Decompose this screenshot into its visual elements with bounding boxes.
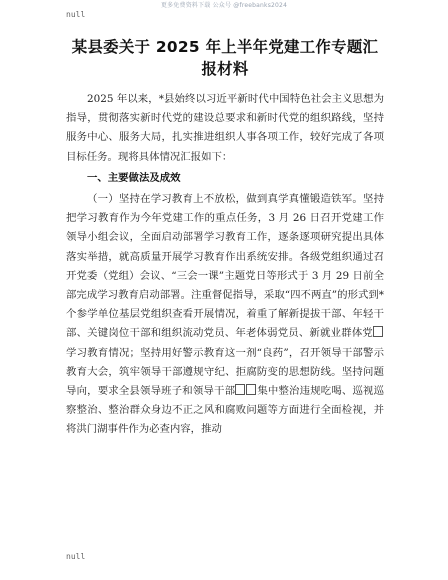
missing-glyph-icon [373, 326, 383, 337]
intro-paragraph: 2025 年以来，*县始终以习近平新时代中国特色社会主义思想为指导，贯彻落实新时代党的建设总要求和新时代党的组织路线，坚持服务中心、服务大局，扎实推进组织人事各项工作，较好完成了各项目标任务。现将具体情况汇报如下： [66, 93, 384, 163]
paragraph-text-b: 学习教育情况；坚持用好警示教育这一剂“良药”，召开领导干部警示教育大会，筑牢领导干部遵规守纪、拒腐防变的思想防线。坚持问题导向，要求全县领导班子和领导干部 [66, 346, 384, 398]
source-watermark: 更多免费资料下载 公众号 @freebanks2024 [160, 2, 288, 9]
page-header-marker: null [66, 10, 86, 19]
missing-glyph-icon [246, 384, 256, 395]
missing-glyph-icon [235, 384, 245, 395]
document-title: 某县委关于 2025 年上半年党建工作专题汇报材料 [71, 38, 379, 78]
body-paragraph-1 [66, 190, 384, 440]
paragraph-text-a: （一）坚持在学习教育上不放松，做到真学真懂锻造铁军。坚持把学习教育作为今年党建工作的重点任务，3 月 26 日召开党建工作领导小组会议，全面启动部署学习教育工作，逐条逐项研究提出具体落实举措，就高质量开展学习教育作出系统安排。各级党组织通过召开党委（党组）会议、“三会一课”主题党日等形式于 3 月 29 日前全部完成学习教育启动部署。注重督促指导，采取“四不两直”的形式到*个参学单位基层党组织查看开展情况，着重了解新提拔干部、年轻干部、关键岗位干部和组织流动党员、年老体弱党员、新就业群体党 [66, 193, 384, 340]
page-footer-marker: null [66, 552, 86, 561]
paragraph-text-c: 集中整治违规吃喝、巡视巡察整治、整治群众身边不正之风和腐败问题等方面进行全面检视，并将洪门湖事件作为必查内容，推动 [66, 385, 385, 436]
section-heading-1: 一、主要做法及成效 [87, 171, 181, 184]
document-body [66, 36, 384, 440]
